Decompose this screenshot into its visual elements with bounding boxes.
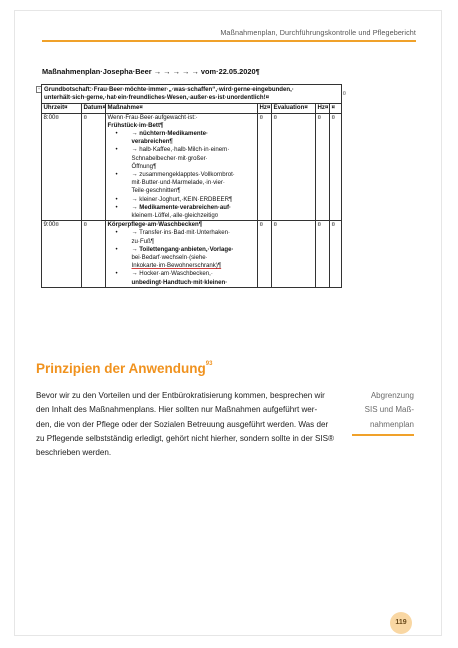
body-paragraph (36, 389, 340, 460)
list-item: • → kleiner·Joghurt,·KEIN·ERDBEER¶ (114, 196, 256, 204)
margin-note-line: nahmenplan (369, 419, 414, 429)
list-item: • → nüchtern·Medikamente· verabreichen¶ (114, 130, 256, 146)
cell-measure (106, 113, 258, 221)
core-message-line: unterhält·sich·gerne,·hat·ein·freundliches·Wesen,·außer·es·ist·unordentlich!¤ (44, 94, 270, 102)
col-header-measure: Maßnahme¤ (106, 104, 258, 113)
body-line: beschrieben werden. (36, 448, 112, 458)
measure-title: Wenn·Frau·Beer·aufgewacht·ist:· (107, 113, 198, 121)
body-line: Bevor wir zu den Vorteilen und der Entbürokratisierung kommen, besprechen wir (36, 391, 325, 400)
plan-title: Maßnahmenplan·Josepha·Beer → → → → → vom·22.05.2020¶ (42, 68, 260, 76)
col-header-date: Datum¤ (83, 104, 106, 112)
measure-title: Körperpflege·am·Waschbecken¶ (107, 221, 203, 229)
core-message-line: Grundbotschaft:·Frau·Beer·möchte·immer·„·was·schaffen“,·wird·gerne·eingebunden,· (44, 86, 294, 93)
cell-date: ¤ (82, 221, 106, 288)
care-plan-screenshot (36, 68, 346, 320)
cell-hz2: ¤ (316, 221, 330, 288)
footnote-ref: 93 (205, 361, 213, 367)
cell-hz: ¤ (258, 221, 272, 288)
margin-note-line: SIS und Maß- (364, 405, 414, 415)
cell-hz2: ¤ (316, 113, 330, 221)
list-item: • → Transfer·ins·Bad·mit·Unterhaken· zu·Fuß¶ (114, 229, 256, 245)
page-number: 119 (390, 612, 412, 634)
running-head: Maßnahmenplan, Durchführungskontrolle und Pflegebericht (220, 28, 416, 37)
col-header-hz: Hz¤ (259, 104, 271, 112)
measure-list (108, 130, 256, 220)
list-item: • → zusammengeklapptes·Vollkornbrot· mit·Butter·und·Marmelade,·in·vier· Teile·geschnitten¶ (114, 171, 256, 196)
margin-note (350, 389, 414, 432)
care-plan-table (41, 84, 342, 288)
table-anchor-icon: + (37, 87, 41, 91)
list-item: • → Medikamente·verabreichen·auf· kleinem·Löffel,·alle·gleichzeitig¤ (114, 204, 256, 220)
cell-hz: ¤ (258, 113, 272, 221)
cell-end: ¤ (330, 221, 342, 288)
table-row (42, 221, 342, 288)
section-heading-text: Prinzipien der Anwendung (36, 361, 206, 376)
cell-date: ¤ (82, 113, 106, 221)
row-end-mark: ¤ (342, 91, 346, 97)
cell-evaluation: ¤ (272, 221, 316, 288)
measure-title: Frühstück·im·Bett¶ (107, 121, 164, 129)
core-message-row (42, 85, 342, 104)
table-header-row (42, 104, 342, 113)
body-line: den, die von der Pflege oder der Sozialen Betreuung ausgeführt werden. Was der (36, 419, 329, 429)
table-row (42, 113, 342, 221)
col-header-hz2: Hz¤ (317, 104, 329, 112)
cell-time: 8:00¤ (42, 113, 82, 221)
cell-time: 9:00¤ (42, 221, 82, 288)
col-header-end: ¤ (330, 104, 342, 113)
section-heading (36, 361, 212, 376)
measure-list (108, 229, 256, 286)
list-item: • → Hocker·am·Waschbecken,· unbedingt·Handtuch·mit·kleinen· (114, 270, 256, 286)
margin-note-line: Abgrenzung (370, 391, 414, 400)
col-header-evaluation: Evaluation¤ (272, 104, 316, 113)
list-item: • → Toilettengang·anbieten,·Vorlage· bei·Bedarf·wechseln·(siehe· Inkokarte·im·Bewohnerschrank)¶ (114, 246, 256, 271)
cell-evaluation: ¤ (272, 113, 316, 221)
margin-note-rule (352, 434, 414, 436)
col-header-time: Uhrzeit¤ (42, 104, 82, 113)
body-line: den Inhalt des Maßnahmenplans. Hier sollten nur Maßnahmen aufgeführt wer- (36, 405, 318, 415)
cell-measure (106, 221, 258, 288)
list-item: • → halb·Kaffee,·halb·Milch·in·einem· Schnabelbecher·mit·großer· Öffnung¶ (114, 146, 256, 171)
cell-end: ¤ (330, 113, 342, 221)
header-rule (42, 40, 416, 42)
body-line: zu Pflegende selbstständig erledigt, gehört nicht hierher, sondern sollte in der SIS® (36, 433, 334, 443)
